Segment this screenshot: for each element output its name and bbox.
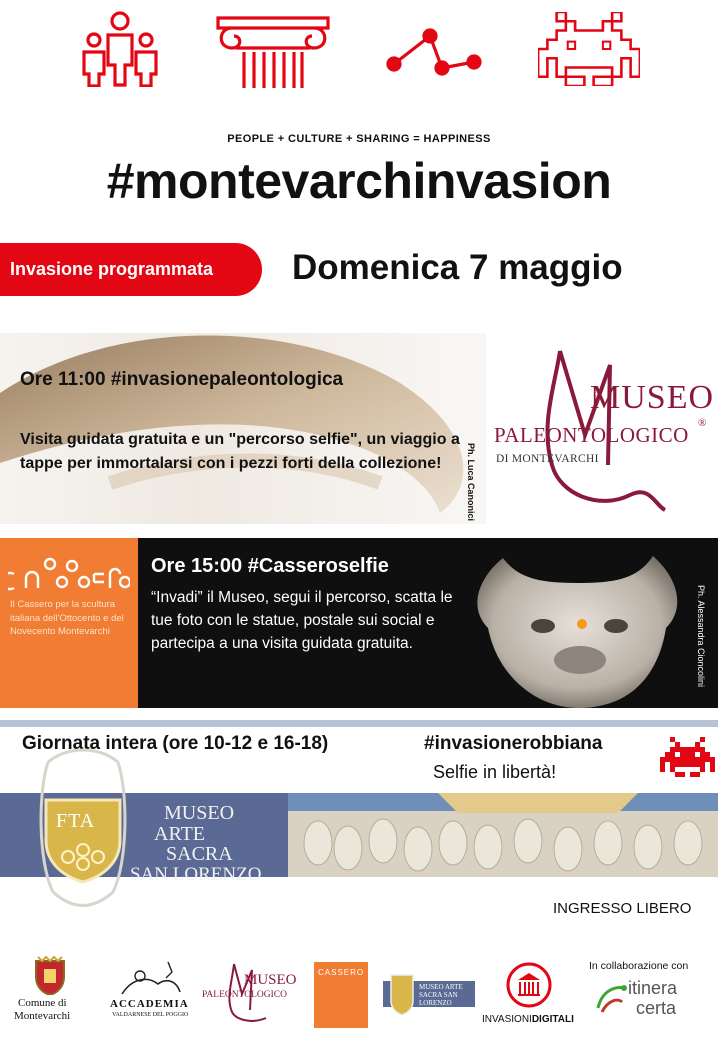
section1-title: Ore 11:00 #invasionepaleontologica: [20, 369, 344, 390]
free-entry-text: INGRESSO LIBERO: [553, 900, 692, 917]
arte-text: ARTE: [154, 823, 206, 845]
museo-text: MUSEO: [164, 802, 235, 824]
event-date: Domenica 7 maggio: [292, 248, 623, 287]
section3-title: Giornata intera (ore 10-12 e 16-18): [22, 733, 329, 754]
photo-credit: Ph. Alessandra Cioncolini: [696, 585, 706, 688]
invasioni-word: INVASIONI: [482, 1014, 532, 1025]
section2-title: Ore 15:00 #Casseroselfie: [151, 555, 389, 577]
logo-museo-text: MUSEO: [590, 379, 715, 416]
logo-paleontologico-text: PALEONTOLOGICO: [494, 423, 689, 447]
collaboration-label: In collaborazione con: [589, 960, 689, 972]
itinera-certa-logo: [592, 976, 702, 1024]
sacra-text: SACRA: [166, 843, 233, 865]
museo-arte-sacra-logo: [130, 802, 290, 886]
invasioni-text: [482, 1014, 574, 1025]
photo-credit: Ph. Luca Canonici: [466, 443, 476, 522]
section1-body: Visita guidata gratuita e un "percorso selfie", un viaggio a tappe per immortalarsi con i pezzi forti della collezione!: [20, 431, 460, 472]
logo-montevarchi-text: DI MONTEVARCHI: [496, 453, 599, 465]
section3-hashtag: #invasionerobbiana: [424, 733, 603, 754]
cassero-small-text: CASSERO: [318, 968, 365, 977]
people-icon: [80, 11, 160, 87]
invasioni-digitali-logo: [480, 962, 580, 1028]
comune-montevarchi-logo: [14, 955, 86, 1030]
cassero-description: Il Cassero per la scultura italiana dell'Ottocento e del Novecento Montevarchi: [10, 599, 124, 637]
comune-label-2: Montevarchi: [14, 1010, 71, 1022]
space-invader-icon: [538, 12, 640, 86]
fta-text: FTA: [56, 810, 96, 832]
robbiana-relief-photo: [288, 793, 718, 877]
certa-text: certa: [636, 998, 677, 1018]
itinera-text: itinera: [628, 978, 678, 998]
comune-label-1: Comune di: [18, 997, 67, 1009]
museo-small-text: MUSEO: [244, 972, 297, 988]
museo-paleontologico-small-logo: [200, 962, 298, 1024]
museo-arte-sacra-small-logo: [383, 967, 475, 1019]
digitali-word: DIGITALI: [531, 1014, 574, 1025]
space-invader-icon: [660, 737, 715, 777]
registered-mark: ®: [698, 417, 707, 429]
accademia-text: ACCADEMIA: [110, 998, 189, 1010]
main-hashtag: #montevarchinvasion: [106, 153, 612, 209]
event-badge: Invasione programmata: [0, 243, 262, 296]
san-lorenzo-text: SAN LORENZO: [130, 864, 262, 885]
accademia-subtext: VALDARNESE DEL POGGIO: [112, 1012, 189, 1018]
museo-arte-small-text: MUSEO ARTE SACRA SAN LORENZO: [419, 983, 463, 1007]
museo-paleontologico-logo: [490, 345, 715, 515]
column-icon: [214, 12, 332, 90]
section-divider: [0, 720, 718, 727]
cassero-small-logo: [314, 962, 368, 1028]
accademia-logo: [108, 958, 190, 1028]
section2-body: “Invadi” il Museo, segui il percorso, scatta le tue foto con le statue, postale sui social e partecipa a una visita guidata gratuita.: [151, 589, 453, 652]
cassero-wordmark: [8, 552, 130, 592]
paleo-small-text: PALEONTOLOGICO: [202, 990, 287, 1000]
header-icons: [0, 0, 718, 95]
selfie-text: Selfie in libertà!: [433, 762, 557, 782]
network-icon: [386, 26, 482, 78]
tagline: PEOPLE + CULTURE + SHARING = HAPPINESS: [227, 133, 491, 145]
fta-crest-logo: [28, 742, 138, 912]
